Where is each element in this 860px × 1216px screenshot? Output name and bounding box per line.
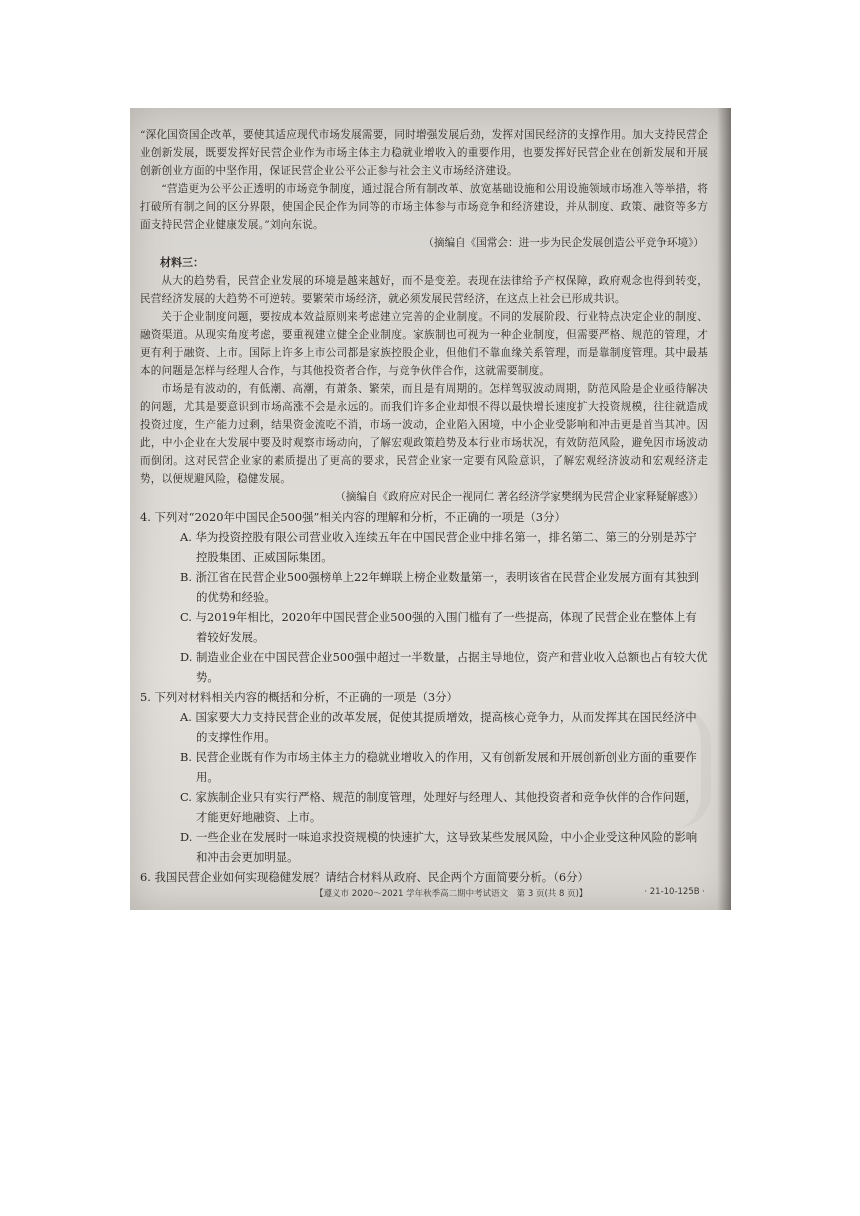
question-4-stem: 4. 下列对“2020年中国民企500强”相关内容的理解和分析，不正确的一项是（3分） xyxy=(140,510,566,524)
question-4-option-a: A. 华为投资控股有限公司营业收入连续五年在中国民营企业中排名第一，排名第二、第三的分别是苏宁控股集团、正威国际集团。 xyxy=(180,530,697,564)
paragraph-competition: “营造更为公平公正透明的市场竞争制度，通过混合所有制改革、放宽基础设施和公用设施领域市场准入等举措，将打破所有制之间的区分界限，使国企民企作为同等的市场主体参与市场竞争和经济建设，并从制度、政策、融资等多方面支持民营企业健康发展。”刘向东说。 xyxy=(140,183,708,231)
question-4 xyxy=(140,507,708,687)
question-4-option-b: B. 浙江省在民营企业500强榜单上22年蝉联上榜企业数量第一，表明该省在民营企业发展方面有其独到的优势和经验。 xyxy=(180,570,699,604)
footer-code: · 21-10-125B · xyxy=(644,887,705,897)
source-citation-2: （摘编自《政府应对民企一视同仁 著名经济学家樊纲为民营企业家释疑解惑》） xyxy=(335,491,704,503)
source-citation-1: （摘编自《国常会：进一步为民企发展创造公平竞争环境》） xyxy=(423,237,704,249)
question-6 xyxy=(140,867,708,887)
question-5-option-b: B. 民营企业既有作为市场主体主力的稳就业增收入的作用，又有创新发展和开展创新创业方面的重要作用。 xyxy=(180,750,697,784)
question-5-option-a: A. 国家要大力支持民营企业的改革发展，促使其提质增效，提高核心竞争力，从而发挥其在国民经济中的支撑性作用。 xyxy=(180,710,697,744)
question-5-stem: 5. 下列对材料相关内容的概括和分析，不正确的一项是（3分） xyxy=(140,690,458,704)
paragraph-reform: “深化国资国企改革，要使其适应现代市场发展需要，同时增强发展后劲，发挥对国民经济的支撑作用。加大支持民营企业创新发展，既要发挥好民营企业作为市场主体主力稳就业增收入的重要作用，也要发挥好民营企业在创新发展和开展创新创业方面的中坚作用，保证民营企业公平公正参与社会主义市场经济建设。 xyxy=(140,129,708,177)
question-4-option-c: C. 与2019年相比，2020年中国民营企业500强的入围门槛有了一些提高，体现了民营企业在整体上有着较好发展。 xyxy=(180,610,697,644)
material-3-paragraph-1: 从大的趋势看，民营企业发展的环境是越来越好，而不是变差。表现在法律给予产权保障，政府观念也得到转变，民营经济发展的大趋势不可逆转。要繁荣市场经济，就必须发展民营经济，在这点上社会已形成共识。 xyxy=(140,275,708,305)
exam-page-content xyxy=(140,126,708,887)
material-3-paragraph-3: 市场是有波动的，有低潮、高潮，有萧条、繁荣，而且是有周期的。怎样驾驭波动周期，防范风险是企业亟待解决的问题，尤其是要意识到市场高涨不会是永远的。而我们许多企业却恨不得以最快增长速度扩大投资规模，往往就造成投资过度，生产能力过剩，结果资金流吃不消，市场一波动，企业陷入困境，中小企业受影响和冲击更是首当其冲。因此，中小企业在大发展中要及时观察市场动向，了解宏观政策趋势及本行业市场状况，有效防范风险，避免因市场波动而倒闭。这对民营企业家的素质提出了更高的要求，民营企业家一定要有风险意识，了解宏观经济波动和宏观经济走势，以便规避风险，稳健发展。 xyxy=(140,383,708,485)
question-4-option-d: D. 制造业企业在中国民营企业500强中超过一半数量，占据主导地位，资产和营业收入总额也占有较大优势。 xyxy=(180,650,708,684)
material-3-paragraph-2: 关于企业制度问题，要按成本效益原则来考虑建立完善的企业制度。不同的发展阶段、行业特点决定企业的制度、融资渠道。从现实角度考虑，要重视建立健全企业制度。家族制也可视为一种企业制度，但需要严格、规范的管理，才更有利于融资、上市。国际上许多上市公司都是家族控股企业，但他们不靠血缘关系管理，而是靠制度管理。其中最基本的问题是怎样与经理人合作，与其他投资者合作，与竞争伙伴合作，这就需要制度。 xyxy=(140,311,708,377)
question-5-option-d: D. 一些企业在发展时一味追求投资规模的快速扩大，这导致某些发展风险，中小企业受这种风险的影响和冲击会更加明显。 xyxy=(180,830,698,864)
photographed-page xyxy=(130,108,731,910)
question-5 xyxy=(140,687,708,867)
question-5-option-c: C. 家族制企业只有实行严格、规范的制度管理，处理好与经理人、其他投资者和竞争伙伴的合作问题，才能更好地融资、上市。 xyxy=(180,790,697,824)
footer-exam-info: 【遵义市 2020～2021 学年秋季高二期中考试语文 第 3 页(共 8 页)】 xyxy=(315,889,588,899)
material-3-title: 材料三： xyxy=(160,256,204,269)
question-6-stem: 6. 我国民营企业如何实现稳健发展？请结合材料从政府、民企两个方面简要分析。（6分） xyxy=(140,870,589,884)
